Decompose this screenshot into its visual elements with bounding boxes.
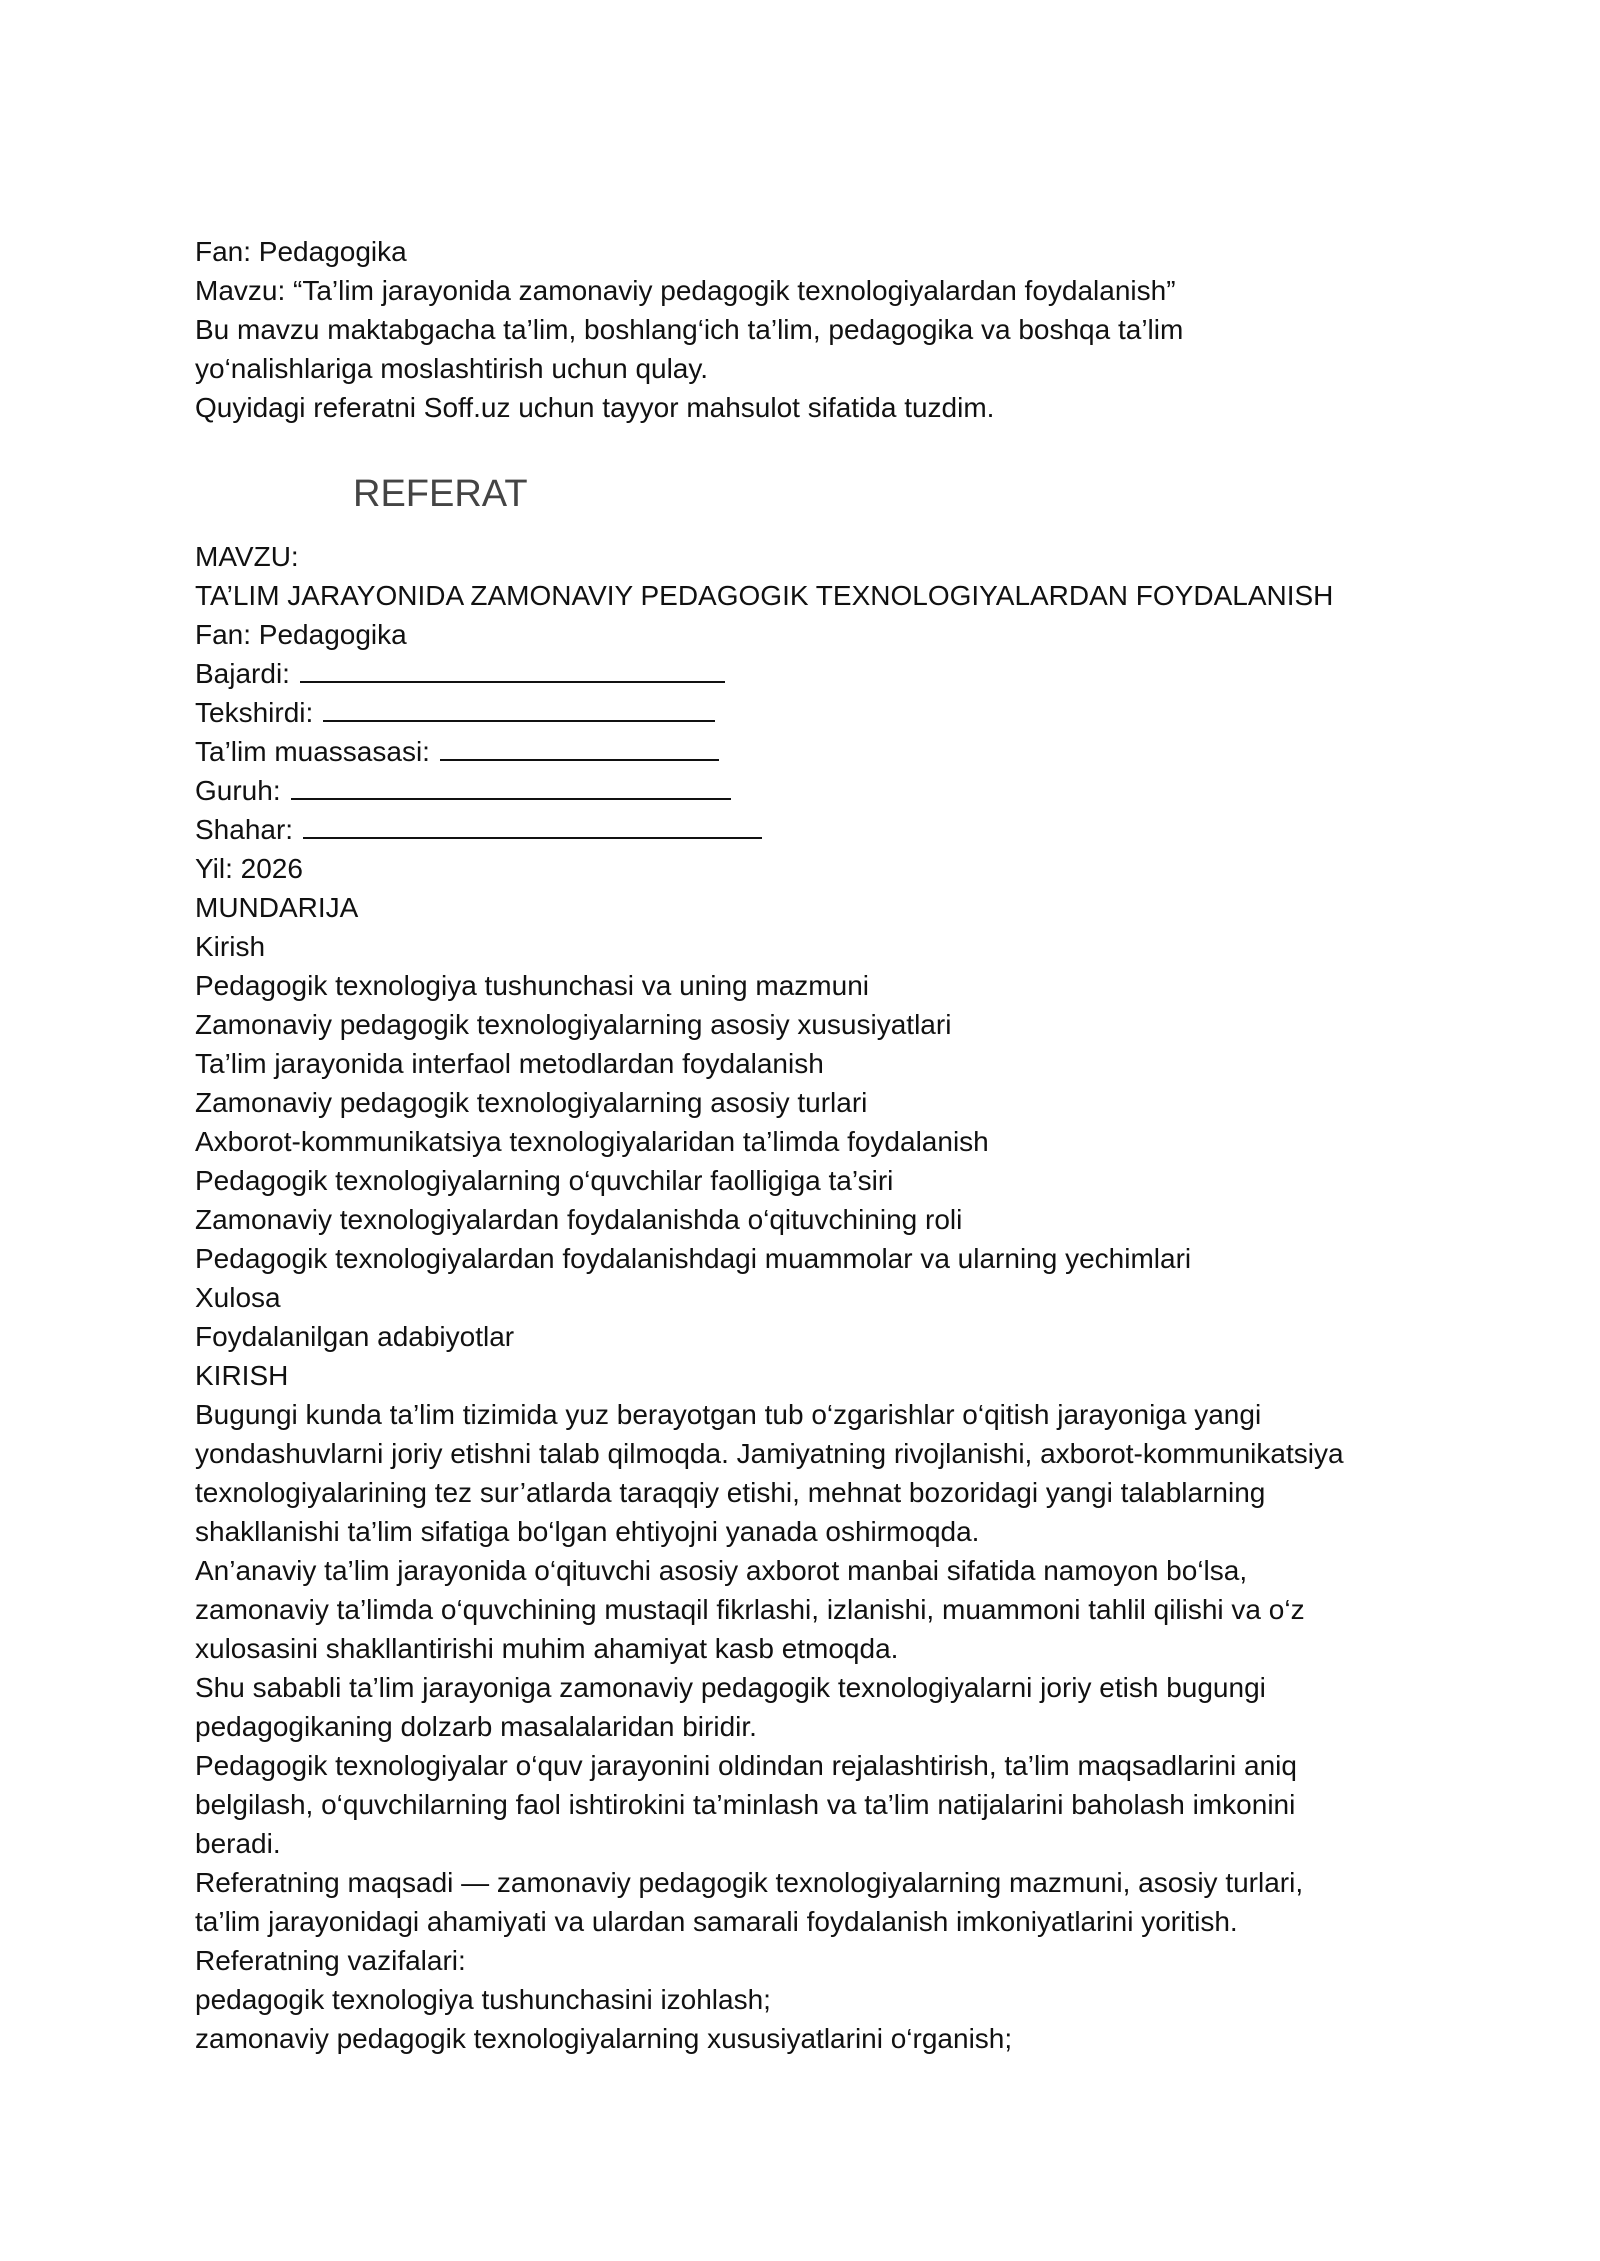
body-line: Pedagogik texnologiyalar o‘quv jarayonini oldindan rejalashtirish, ta’lim maqsadlarini aniq bbox=[195, 1750, 1297, 1781]
intro-topic: Mavzu: “Ta’lim jarayonida zamonaviy pedagogik texnologiyalardan foydalanish” bbox=[195, 275, 1176, 306]
body-line: xulosasini shakllantirishi muhim ahamiyat kasb etmoqda. bbox=[195, 1633, 899, 1664]
contents-item: Foydalanilgan adabiyotlar bbox=[195, 1321, 515, 1352]
intro-suitability-line-2: yo‘nalishlariga moslashtirish uchun qulay. bbox=[195, 353, 709, 384]
introduction-heading: KIRISH bbox=[195, 1360, 289, 1391]
contents-item: Pedagogik texnologiyalardan foydalanishdagi muammolar va ularning yechimlari bbox=[195, 1243, 1192, 1274]
field-shahar bbox=[195, 810, 762, 849]
body-line: shakllanishi ta’lim sifatiga bo‘lgan ehtiyojni yanada oshirmoqda. bbox=[195, 1516, 980, 1547]
body-line: zamonaviy ta’limda o‘quvchining mustaqil fikrlashi, izlanishi, muammoni tahlil qilishi va o‘z bbox=[195, 1594, 1305, 1625]
fill-in-line bbox=[323, 694, 715, 722]
field-tekshirdi bbox=[195, 693, 715, 732]
body-line: beradi. bbox=[195, 1828, 281, 1859]
contents-item: Xulosa bbox=[195, 1282, 281, 1313]
body-line: belgilash, o‘quvchilarning faol ishtirokini ta’minlash va ta’lim natijalarini baholash imkonini bbox=[195, 1789, 1296, 1820]
body-line: An’anaviy ta’lim jarayonida o‘qituvchi asosiy axborot manbai sifatida namoyon bo‘lsa, bbox=[195, 1555, 1248, 1586]
referat-heading: REFERAT bbox=[353, 473, 528, 515]
contents-item: Kirish bbox=[195, 931, 266, 962]
body-line: Shu sababli ta’lim jarayoniga zamonaviy pedagogik texnologiyalarni joriy etish bugungi bbox=[195, 1672, 1266, 1703]
fill-in-line bbox=[291, 772, 731, 800]
field-label: Shahar: bbox=[195, 814, 294, 845]
fill-in-line bbox=[440, 733, 719, 761]
fill-in-line bbox=[303, 811, 762, 839]
field-talim-muassasasi bbox=[195, 732, 719, 771]
intro-suitability-line-1: Bu mavzu maktabgacha ta’lim, boshlang‘ich ta’lim, pedagogika va boshqa ta’lim bbox=[195, 314, 1184, 345]
contents-item: Ta’lim jarayonida interfaol metodlardan foydalanish bbox=[195, 1048, 824, 1079]
contents-item: Zamonaviy pedagogik texnologiyalarning asosiy xususiyatlari bbox=[195, 1009, 952, 1040]
fill-in-line bbox=[300, 655, 725, 683]
field-label: Bajardi: bbox=[195, 658, 290, 689]
contents-item: Pedagogik texnologiya tushunchasi va uning mazmuni bbox=[195, 970, 869, 1001]
body-line: yondashuvlarni joriy etishni talab qilmoqda. Jamiyatning rivojlanishi, axborot-kommunikatsiya bbox=[195, 1438, 1344, 1469]
body-line: Bugungi kunda ta’lim tizimida yuz berayotgan tub o‘zgarishlar o‘qitish jarayoniga yangi bbox=[195, 1399, 1262, 1430]
field-label: Tekshirdi: bbox=[195, 697, 314, 728]
body-line: Referatning maqsadi — zamonaviy pedagogik texnologiyalarning mazmuni, asosiy turlari, bbox=[195, 1867, 1304, 1898]
body-line: zamonaviy pedagogik texnologiyalarning xususiyatlarini o‘rganish; bbox=[195, 2023, 1013, 2054]
body-line: pedagogik texnologiya tushunchasini izohlash; bbox=[195, 1984, 771, 2015]
intro-note: Quyidagi referatni Soff.uz uchun tayyor mahsulot sifatida tuzdim. bbox=[195, 392, 995, 423]
intro-subject: Fan: Pedagogika bbox=[195, 236, 407, 267]
topic-title: TA’LIM JARAYONIDA ZAMONAVIY PEDAGOGIK TEXNOLOGIYALARDAN FOYDALANISH bbox=[195, 580, 1334, 611]
field-label: Guruh: bbox=[195, 775, 281, 806]
contents-item: Zamonaviy texnologiyalardan foydalanishda o‘qituvchining roli bbox=[195, 1204, 963, 1235]
contents-item: Pedagogik texnologiyalarning o‘quvchilar faolligiga ta’siri bbox=[195, 1165, 894, 1196]
contents-item: Axborot-kommunikatsiya texnologiyalaridan ta’limda foydalanish bbox=[195, 1126, 989, 1157]
body-line: Referatning vazifalari: bbox=[195, 1945, 466, 1976]
body-line: pedagogikaning dolzarb masalalaridan biridir. bbox=[195, 1711, 757, 1742]
body-line: texnologiyalarining tez sur’atlarda taraqqiy etishi, mehnat bozoridagi yangi talablarning bbox=[195, 1477, 1266, 1508]
contents-item: Zamonaviy pedagogik texnologiyalarning asosiy turlari bbox=[195, 1087, 868, 1118]
topic-label: MAVZU: bbox=[195, 541, 299, 572]
body-line: ta’lim jarayonidagi ahamiyati va ulardan samarali foydalanish imkoniyatlarini yoritish. bbox=[195, 1906, 1238, 1937]
field-label: Ta’lim muassasasi: bbox=[195, 736, 430, 767]
title-year: Yil: 2026 bbox=[195, 853, 303, 884]
field-bajardi bbox=[195, 654, 725, 693]
field-guruh bbox=[195, 771, 731, 810]
title-subject: Fan: Pedagogika bbox=[195, 619, 407, 650]
contents-heading: MUNDARIJA bbox=[195, 892, 359, 923]
